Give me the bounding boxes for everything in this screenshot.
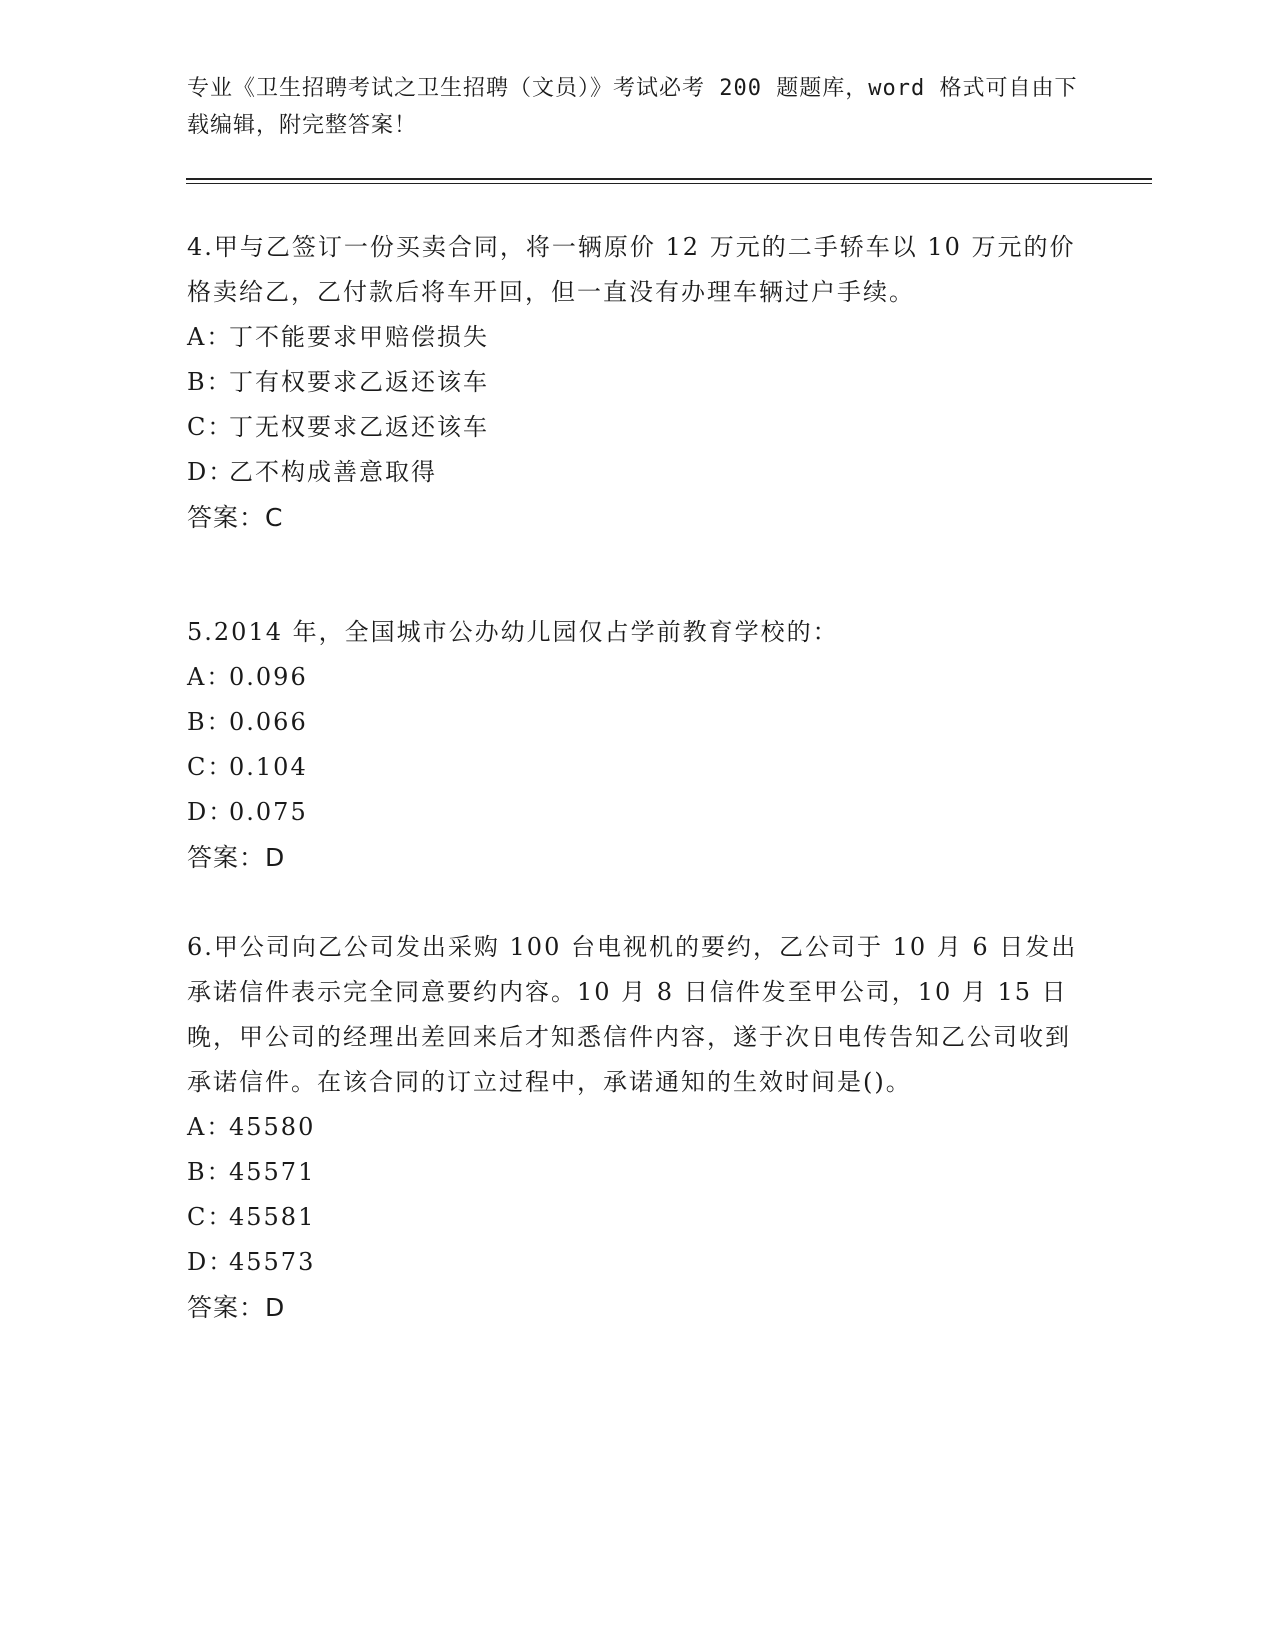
option-letter: C： <box>187 1203 234 1231</box>
option-letter: D： <box>187 458 235 486</box>
option-d <box>187 790 1087 835</box>
question-6 <box>187 925 1087 1330</box>
option-c <box>187 1195 1087 1240</box>
answer-line: 答案：C <box>187 503 284 532</box>
question-stem: 4.甲与乙签订一份买卖合同，将一辆原价 12 万元的二手轿车以 10 万元的价格卖给乙，乙付款后将车开回，但一直没有办理车辆过户手续。 <box>187 233 1076 306</box>
option-text: 45581 <box>229 1203 316 1231</box>
question-stem: 6.甲公司向乙公司发出采购 100 台电视机的要约，乙公司于 10 月 6 日发出承诺信件表示完全同意要约内容。10 月 8 日信件发至甲公司，10 月 15 日晚，甲公司的经理出差回来后才知悉信件内容，遂于次日电传告知乙公司收到承诺信件。在该合同的订立过程中，承诺通知的生效时间是()。 <box>187 933 1078 1096</box>
option-letter: A： <box>187 1113 233 1141</box>
option-letter: A： <box>187 663 233 691</box>
option-text: 45571 <box>229 1158 316 1186</box>
option-letter: D： <box>187 798 235 826</box>
option-b <box>187 360 1087 405</box>
option-text: 45573 <box>229 1248 316 1276</box>
option-text: 0.066 <box>229 708 308 736</box>
answer-line: 答案：D <box>187 843 286 872</box>
option-a <box>187 655 1087 700</box>
option-text: 乙不构成善意取得 <box>229 458 437 486</box>
header-divider <box>186 178 1152 180</box>
option-text: 0.075 <box>229 798 308 826</box>
option-letter: C： <box>187 413 234 441</box>
question-stem: 5.2014 年，全国城市公办幼儿园仅占学前教育学校的： <box>187 618 839 646</box>
option-text: 丁无权要求乙返还该车 <box>229 413 489 441</box>
option-b <box>187 1150 1087 1195</box>
option-letter: B： <box>187 368 233 396</box>
option-b <box>187 700 1087 745</box>
option-c <box>187 405 1087 450</box>
question-4 <box>187 225 1087 540</box>
option-a <box>187 315 1087 360</box>
option-letter: B： <box>187 708 233 736</box>
option-letter: C： <box>187 753 234 781</box>
option-text: 0.104 <box>229 753 308 781</box>
header-divider-thin <box>186 183 1152 184</box>
option-c <box>187 745 1087 790</box>
option-letter: A： <box>187 323 233 351</box>
option-letter: B： <box>187 1158 233 1186</box>
option-letter: D： <box>187 1248 235 1276</box>
document-header: 专业《卫生招聘考试之卫生招聘（文员）》考试必考 200 题题库，word 格式可自由下载编辑，附完整答案！ <box>187 76 1078 138</box>
option-text: 0.096 <box>229 663 308 691</box>
answer-line: 答案：D <box>187 1293 286 1322</box>
option-a <box>187 1105 1087 1150</box>
option-d <box>187 1240 1087 1285</box>
option-text: 丁不能要求甲赔偿损失 <box>229 323 489 351</box>
question-5 <box>187 610 1087 880</box>
option-text: 45580 <box>229 1113 316 1141</box>
option-d <box>187 450 1087 495</box>
document-page <box>187 70 1147 1322</box>
option-text: 丁有权要求乙返还该车 <box>229 368 489 396</box>
